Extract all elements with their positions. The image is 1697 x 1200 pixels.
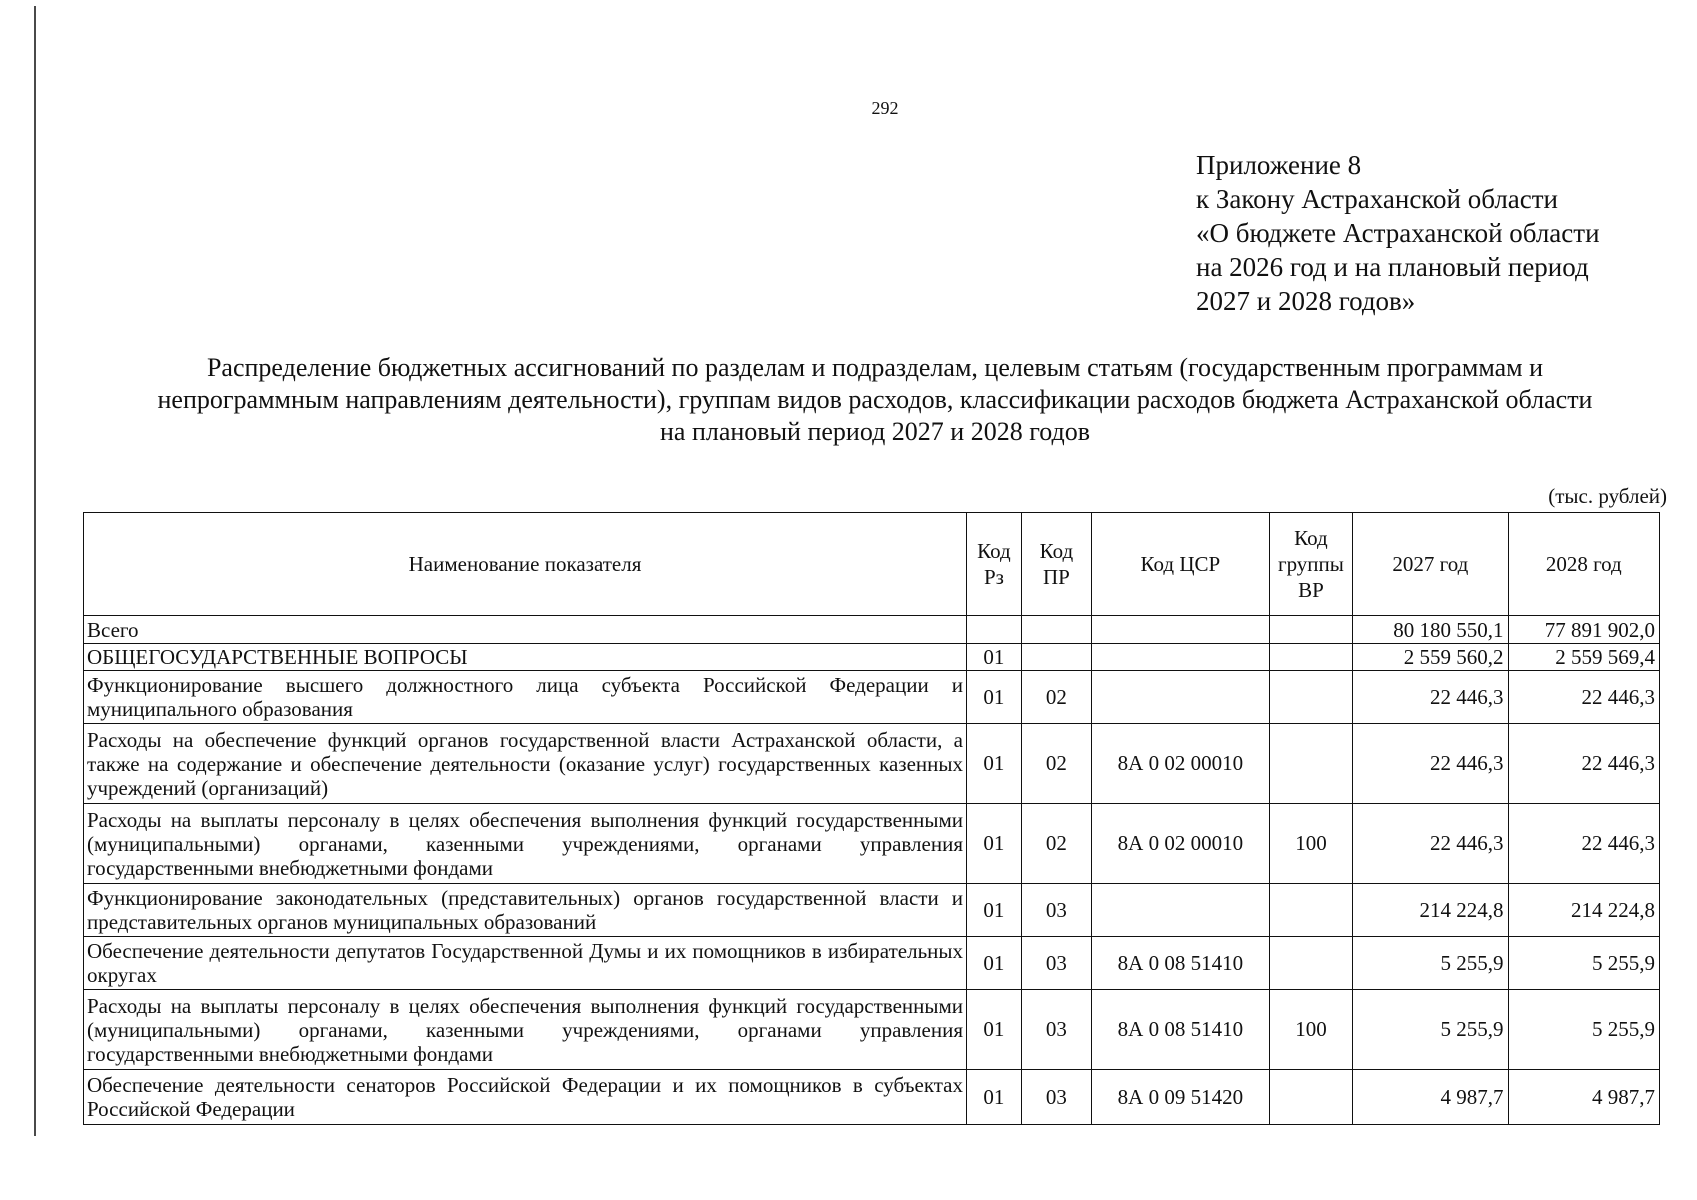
cell-2028: 5 255,9 bbox=[1508, 937, 1659, 990]
table-row bbox=[84, 671, 1660, 724]
table-row bbox=[84, 1070, 1660, 1125]
cell-pr: 03 bbox=[1021, 884, 1091, 937]
cell-csr: 8А 0 08 51410 bbox=[1091, 937, 1269, 990]
document-title bbox=[90, 352, 1660, 448]
cell-csr: 8А 0 02 00010 bbox=[1091, 804, 1269, 884]
cell-name: Обеспечение деятельности сенаторов Российской Федерации и их помощников в субъектах Российской Федерации bbox=[84, 1070, 967, 1125]
cell-2028: 214 224,8 bbox=[1508, 884, 1659, 937]
cell-rz: 01 bbox=[967, 1070, 1022, 1125]
cell-2028: 77 891 902,0 bbox=[1508, 616, 1659, 644]
cell-pr: 02 bbox=[1021, 671, 1091, 724]
header-csr: Код ЦСР bbox=[1091, 513, 1269, 616]
title-line: на плановый период 2027 и 2028 годов bbox=[660, 417, 1090, 446]
cell-name: Обеспечение деятельности депутатов Государственной Думы и их помощников в избирательных округах bbox=[84, 937, 967, 990]
cell-rz: 01 bbox=[967, 644, 1022, 671]
binding-margin-line bbox=[34, 6, 36, 1136]
cell-rz: 01 bbox=[967, 990, 1022, 1070]
table-row bbox=[84, 804, 1660, 884]
units-note: (тыс. рублей) bbox=[1548, 484, 1667, 508]
cell-name: Расходы на обеспечение функций органов государственной власти Астраханской области, а также на содержание и обеспечение деятельности (оказание услуг) государственных казенных учреждений (организаций) bbox=[84, 724, 967, 804]
appendix-line: на 2026 год и на плановый период bbox=[1196, 252, 1589, 282]
cell-rz: 01 bbox=[967, 937, 1022, 990]
cell-rz: 01 bbox=[967, 671, 1022, 724]
budget-table bbox=[83, 512, 1660, 1125]
cell-vr bbox=[1269, 724, 1352, 804]
table-body bbox=[84, 616, 1660, 1125]
header-rz: Код Рз bbox=[967, 513, 1022, 616]
header-vr: Код группы ВР bbox=[1269, 513, 1352, 616]
cell-name: Расходы на выплаты персоналу в целях обеспечения выполнения функций государственными (муниципальными) органами, казенными учреждениями, органами управления государственными внебюджетными фондами bbox=[84, 990, 967, 1070]
cell-vr bbox=[1269, 1070, 1352, 1125]
cell-2027: 5 255,9 bbox=[1353, 990, 1508, 1070]
cell-rz: 01 bbox=[967, 884, 1022, 937]
appendix-line: «О бюджете Астраханской области bbox=[1196, 218, 1600, 248]
title-line: Распределение бюджетных ассигнований по разделам и подразделам, целевым статьям (государственным программам и bbox=[206, 353, 1544, 382]
cell-pr: 02 bbox=[1021, 724, 1091, 804]
cell-2028: 22 446,3 bbox=[1508, 724, 1659, 804]
cell-2027: 22 446,3 bbox=[1353, 804, 1508, 884]
cell-csr bbox=[1091, 671, 1269, 724]
cell-2027: 2 559 560,2 bbox=[1353, 644, 1508, 671]
cell-2027: 214 224,8 bbox=[1353, 884, 1508, 937]
page-number: 292 bbox=[871, 98, 899, 118]
cell-2027: 22 446,3 bbox=[1353, 671, 1508, 724]
cell-rz: 01 bbox=[967, 724, 1022, 804]
cell-2027: 4 987,7 bbox=[1353, 1070, 1508, 1125]
appendix-line: 2027 и 2028 годов» bbox=[1196, 286, 1416, 316]
cell-pr: 02 bbox=[1021, 804, 1091, 884]
cell-csr: 8А 0 09 51420 bbox=[1091, 1070, 1269, 1125]
cell-csr: 8А 0 08 51410 bbox=[1091, 990, 1269, 1070]
header-name: Наименование показателя bbox=[84, 513, 967, 616]
cell-rz bbox=[967, 616, 1022, 644]
header-pr: Код ПР bbox=[1021, 513, 1091, 616]
title-line: непрограммным направлениям деятельности), группам видов расходов, классификации расходов бюджета Астраханской области bbox=[157, 385, 1593, 414]
table-header-row bbox=[84, 513, 1660, 616]
table-row bbox=[84, 724, 1660, 804]
header-2027: 2027 год bbox=[1353, 513, 1508, 616]
cell-pr: 03 bbox=[1021, 990, 1091, 1070]
cell-csr: 8А 0 02 00010 bbox=[1091, 724, 1269, 804]
table-row bbox=[84, 644, 1660, 671]
cell-csr bbox=[1091, 644, 1269, 671]
cell-csr bbox=[1091, 884, 1269, 937]
cell-2027: 22 446,3 bbox=[1353, 724, 1508, 804]
table-row bbox=[84, 884, 1660, 937]
cell-vr bbox=[1269, 671, 1352, 724]
budget-table-container bbox=[83, 512, 1660, 1125]
cell-name: Функционирование законодательных (представительных) органов государственной власти и представительных органов муниципальных образований bbox=[84, 884, 967, 937]
cell-vr bbox=[1269, 884, 1352, 937]
cell-pr bbox=[1021, 644, 1091, 671]
cell-2027: 5 255,9 bbox=[1353, 937, 1508, 990]
cell-pr: 03 bbox=[1021, 1070, 1091, 1125]
cell-name: Всего bbox=[84, 616, 967, 644]
cell-2027: 80 180 550,1 bbox=[1353, 616, 1508, 644]
cell-rz: 01 bbox=[967, 804, 1022, 884]
table-row bbox=[84, 937, 1660, 990]
cell-vr: 100 bbox=[1269, 804, 1352, 884]
cell-2028: 22 446,3 bbox=[1508, 671, 1659, 724]
cell-csr bbox=[1091, 616, 1269, 644]
cell-2028: 4 987,7 bbox=[1508, 1070, 1659, 1125]
appendix-line: Приложение 8 bbox=[1196, 150, 1362, 180]
table-row bbox=[84, 616, 1660, 644]
cell-2028: 22 446,3 bbox=[1508, 804, 1659, 884]
cell-2028: 2 559 569,4 bbox=[1508, 644, 1659, 671]
cell-vr bbox=[1269, 644, 1352, 671]
cell-pr: 03 bbox=[1021, 937, 1091, 990]
cell-name: Функционирование высшего должностного лица субъекта Российской Федерации и муниципального образования bbox=[84, 671, 967, 724]
header-2028: 2028 год bbox=[1508, 513, 1659, 616]
appendix-reference bbox=[1196, 148, 1600, 318]
cell-vr bbox=[1269, 616, 1352, 644]
appendix-line: к Закону Астраханской области bbox=[1196, 184, 1559, 214]
cell-pr bbox=[1021, 616, 1091, 644]
cell-vr: 100 bbox=[1269, 990, 1352, 1070]
cell-vr bbox=[1269, 937, 1352, 990]
cell-name: Расходы на выплаты персоналу в целях обеспечения выполнения функций государственными (муниципальными) органами, казенными учреждениями, органами управления государственными внебюджетными фондами bbox=[84, 804, 967, 884]
cell-2028: 5 255,9 bbox=[1508, 990, 1659, 1070]
cell-name: ОБЩЕГОСУДАРСТВЕННЫЕ ВОПРОСЫ bbox=[84, 644, 967, 671]
table-row bbox=[84, 990, 1660, 1070]
